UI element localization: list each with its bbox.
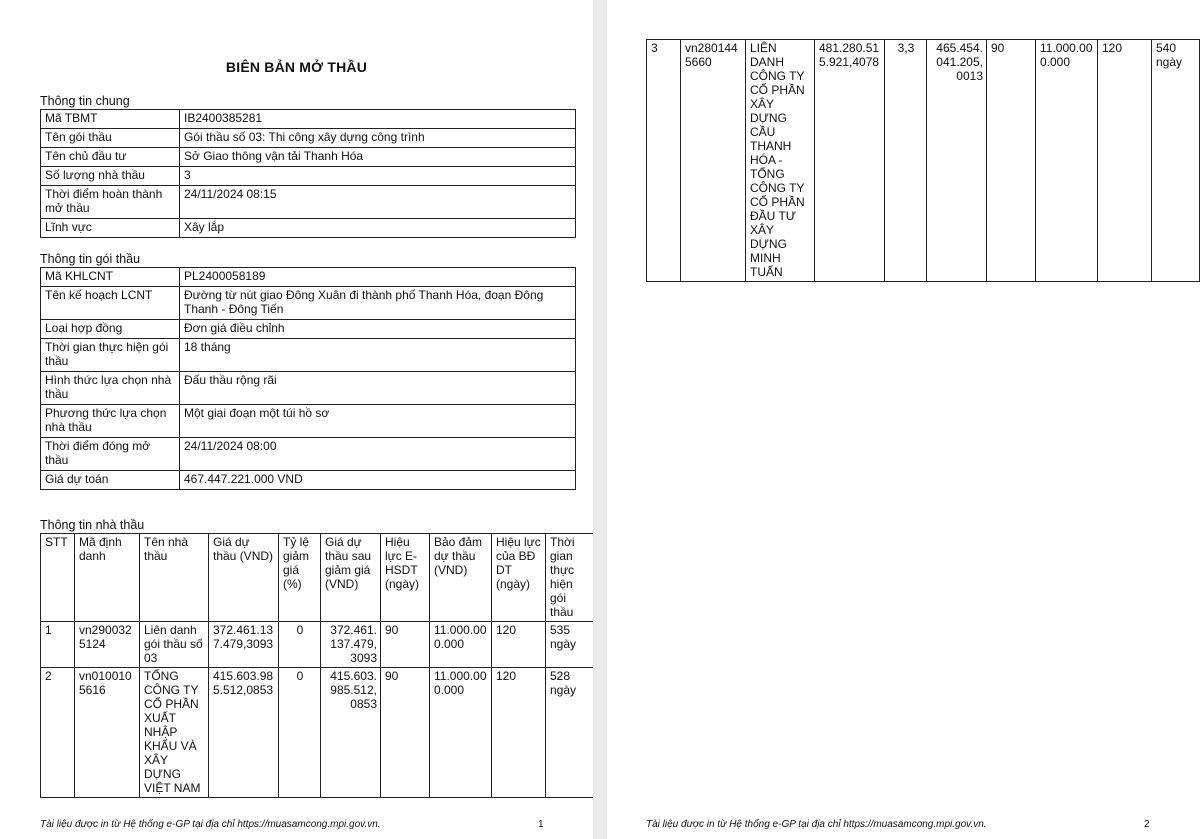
duration-cell: 540 ngày	[1152, 40, 1200, 282]
column-header: Hiệu lực của BĐ DT (ngày)	[492, 534, 546, 622]
table-row	[41, 622, 594, 668]
guarantee-cell: 11.000.000.000	[1036, 40, 1098, 282]
label-cell: Mã TBMT	[41, 110, 180, 129]
value-cell: Một giai đoạn một túi hồ sơ	[180, 405, 576, 438]
column-header: Hiệu lực E-HSDT (ngày)	[381, 534, 430, 622]
label-cell: Tên gói thầu	[41, 129, 180, 148]
value-cell: Đấu thầu rộng rãi	[180, 372, 576, 405]
label-cell: Tên chủ đầu tư	[41, 148, 180, 167]
duration-cell: 535 ngày	[546, 622, 594, 668]
value-cell: Sở Giao thông vận tải Thanh Hóa	[180, 148, 576, 167]
table-row	[41, 148, 576, 167]
document-page-2	[607, 0, 1200, 839]
discount-cell: 0	[279, 668, 321, 798]
price-cell: 372.461.137.479,3093	[209, 622, 279, 668]
discount-cell: 0	[279, 622, 321, 668]
table-row	[41, 668, 594, 798]
label-cell: Thời điểm hoàn thành mở thầu	[41, 186, 180, 219]
column-header: Tỷ lệ giảm giá (%)	[279, 534, 321, 622]
price-cell: 415.603.985.512,0853	[209, 668, 279, 798]
value-cell: Đơn giá điều chỉnh	[180, 320, 576, 339]
stt-cell: 2	[41, 668, 75, 798]
name-cell: TỔNG CÔNG TY CỔ PHẦN XUẤT NHẬP KHẨU VÀ XÂY DỰNG VIỆT NAM	[140, 668, 209, 798]
document-title: BIÊN BẢN MỞ THẦU	[225, 59, 368, 75]
validity-cell: 90	[381, 622, 430, 668]
table-row	[41, 129, 576, 148]
table-row	[41, 320, 576, 339]
value-cell: Xây lắp	[180, 219, 576, 238]
name-cell: LIÊN DANH CÔNG TY CỔ PHẦN XÂY DỰNG CẦU THANH HÓA - TỔNG CÔNG TY CỔ PHẦN ĐẦU TƯ XÂY DỰNG MINH TUẤN	[746, 40, 815, 282]
id-cell: vn2801445660	[681, 40, 746, 282]
package-info-table	[40, 267, 576, 490]
value-cell: 3	[180, 167, 576, 186]
label-cell: Hình thức lựa chọn nhà thầu	[41, 372, 180, 405]
table-row	[41, 110, 576, 129]
column-header: Giá dự thầu (VND)	[209, 534, 279, 622]
table-row	[41, 471, 576, 490]
value-cell: IB2400385281	[180, 110, 576, 129]
bidders-table-continued	[646, 39, 1200, 282]
label-cell: Thời điểm đóng mở thầu	[41, 438, 180, 471]
table-row	[41, 186, 576, 219]
package-info-heading: Thông tin gói thầu	[40, 252, 141, 266]
table-row	[41, 167, 576, 186]
guarantee-cell: 11.000.000.000	[430, 622, 492, 668]
validity-cell: 90	[381, 668, 430, 798]
label-cell: Tên kế hoạch LCNT	[41, 287, 180, 320]
table-row	[41, 438, 576, 471]
discount-cell: 3,3	[885, 40, 927, 282]
label-cell: Thời gian thực hiện gói thầu	[41, 339, 180, 372]
validity-cell: 90	[987, 40, 1036, 282]
price-after-cell: 415.603.985.512,0853	[321, 668, 381, 798]
value-cell: 18 tháng	[180, 339, 576, 372]
footer-text: Tài liệu được in từ Hệ thống e-GP tại địa chỉ https://muasamcong.mpi.gov.vn.	[40, 819, 381, 830]
label-cell: Giá dự toán	[41, 471, 180, 490]
price-cell: 481.280.515.921,4078	[815, 40, 885, 282]
guarantee-validity-cell: 120	[492, 622, 546, 668]
value-cell: Đường từ nút giao Đông Xuân đi thành phố Thanh Hóa, đoạn Đông Thanh - Đông Tiến	[180, 287, 576, 320]
label-cell: Số lượng nhà thầu	[41, 167, 180, 186]
bidders-heading: Thông tin nhà thầu	[40, 518, 145, 532]
guarantee-validity-cell: 120	[492, 668, 546, 798]
label-cell: Phương thức lựa chọn nhà thầu	[41, 405, 180, 438]
table-row	[647, 40, 1200, 282]
stt-cell: 1	[41, 622, 75, 668]
table-row	[41, 219, 576, 238]
value-cell: 24/11/2024 08:15	[180, 186, 576, 219]
value-cell: 24/11/2024 08:00	[180, 438, 576, 471]
stt-cell: 3	[647, 40, 681, 282]
id-cell: vn0100105616	[75, 668, 140, 798]
guarantee-validity-cell: 120	[1098, 40, 1152, 282]
price-after-cell: 465.454.041.205,0013	[927, 40, 987, 282]
page-number: 2	[1144, 819, 1150, 830]
document-page-1	[0, 0, 593, 839]
column-header: STT	[41, 534, 75, 622]
column-header: Bảo đảm dự thầu (VND)	[430, 534, 492, 622]
page-number: 1	[538, 819, 544, 830]
price-after-cell: 372.461.137.479,3093	[321, 622, 381, 668]
table-row	[41, 339, 576, 372]
duration-cell: 528 ngày	[546, 668, 594, 798]
table-row	[41, 287, 576, 320]
column-header: Giá dự thầu sau giảm giá (VND)	[321, 534, 381, 622]
footer-text: Tài liệu được in từ Hệ thống e-GP tại địa chỉ https://muasamcong.mpi.gov.vn.	[646, 819, 987, 830]
page-divider	[593, 0, 607, 839]
general-info-heading: Thông tin chung	[40, 94, 130, 108]
column-header: Mã định danh	[75, 534, 140, 622]
value-cell: 467.447.221.000 VND	[180, 471, 576, 490]
general-info-table	[40, 109, 576, 238]
table-row	[41, 405, 576, 438]
id-cell: vn2900325124	[75, 622, 140, 668]
bidders-table	[40, 533, 593, 798]
label-cell: Mã KHLCNT	[41, 268, 180, 287]
value-cell: PL2400058189	[180, 268, 576, 287]
guarantee-cell: 11.000.000.000	[430, 668, 492, 798]
value-cell: Gói thầu số 03: Thi công xây dựng công trình	[180, 129, 576, 148]
table-row	[41, 372, 576, 405]
label-cell: Lĩnh vực	[41, 219, 180, 238]
table-row	[41, 268, 576, 287]
name-cell: Liên danh gói thầu số 03	[140, 622, 209, 668]
table-header-row	[41, 534, 594, 622]
label-cell: Loại hợp đồng	[41, 320, 180, 339]
column-header: Thời gian thực hiện gói thầu	[546, 534, 594, 622]
column-header: Tên nhà thầu	[140, 534, 209, 622]
